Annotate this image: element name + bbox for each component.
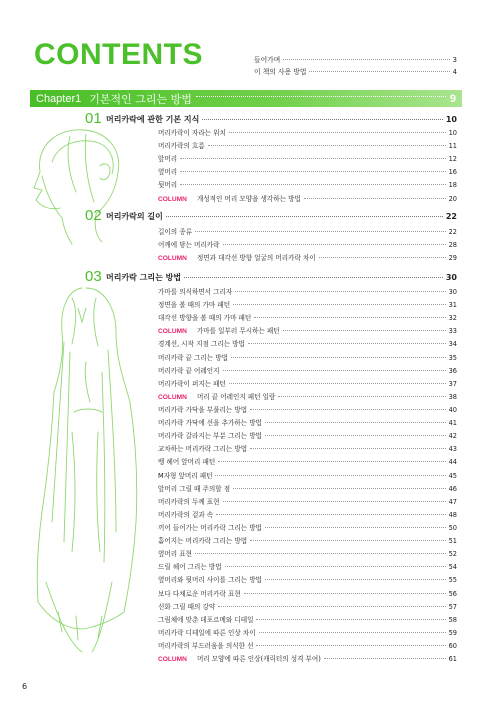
toc-entry[interactable] [158, 614, 457, 627]
toc-entry[interactable] [158, 226, 457, 239]
dot-leader [250, 409, 446, 410]
dot-leader [215, 475, 445, 476]
entry-page: 11 [448, 142, 457, 151]
toc-entry[interactable] [158, 561, 457, 574]
entry-label: 머리카락 끝 그리는 방법 [158, 353, 228, 362]
entry-label: 그림체에 맞춘 데포르메와 디테일 [158, 615, 254, 624]
section-title: 머리카락의 길이 [106, 212, 163, 221]
entry-page: 18 [448, 181, 457, 190]
section-title: 머리카락 그리는 방법 [106, 273, 182, 282]
toc-entry[interactable] [158, 640, 457, 653]
dot-leader [235, 291, 445, 292]
toc-entry[interactable] [158, 496, 457, 509]
entry-label: 앞머리 그릴 때 주의할 점 [158, 484, 231, 493]
entry-label: 머리카락의 두께 표현 [158, 497, 220, 506]
dot-leader [195, 553, 446, 554]
entry-label: 가마를 의식하면서 그리자 [158, 288, 233, 296]
entry-page: 61 [448, 655, 457, 664]
entry-page: 55 [448, 576, 457, 585]
dot-leader [283, 330, 446, 331]
entry-page: 54 [448, 563, 457, 572]
entry-label: 대각선 방향을 볼 때의 가마 패턴 [158, 314, 252, 323]
section-items [158, 286, 457, 666]
entry-page: 45 [448, 471, 457, 480]
entry-label: 이 책의 사용 방법 [254, 68, 307, 76]
toc-entry-intro[interactable] [254, 66, 457, 78]
entry-label: 머리 모양에 따른 인상(캐릭터의 성격 부여) [196, 655, 321, 664]
entry-label: 머리카락 가닥을 부풀리는 방법 [158, 405, 248, 414]
entry-page: 12 [448, 155, 457, 164]
entry-page: 33 [448, 327, 457, 336]
entry-page: 32 [448, 314, 457, 323]
toc-entry[interactable] [158, 286, 457, 299]
entry-page: 43 [448, 445, 457, 454]
dot-leader [283, 59, 449, 60]
dot-leader [223, 501, 446, 502]
dot-leader [229, 383, 446, 384]
entry-page: 42 [448, 432, 457, 441]
dot-leader [202, 119, 442, 120]
entry-page: 44 [448, 458, 457, 467]
dot-leader [218, 606, 445, 607]
toc-entry[interactable] [158, 456, 457, 469]
entry-label: 뒷머리 [158, 181, 178, 190]
dot-leader [324, 658, 446, 659]
entry-label: 끼어 들어가는 머리카락 그리는 방법 [158, 523, 262, 532]
dot-leader [265, 422, 446, 423]
entry-page: 51 [448, 537, 457, 546]
entry-label: 머리카락 갈라지는 부분 그리는 방법 [158, 432, 262, 441]
entry-label: 개성적인 머리 모양을 생각하는 방법 [196, 194, 301, 203]
entry-page: 46 [448, 484, 457, 493]
entry-page: 40 [448, 405, 457, 414]
toc-entry[interactable] [158, 299, 457, 312]
toc-entry[interactable] [158, 312, 457, 325]
entry-page: 31 [448, 301, 457, 310]
dot-leader [225, 566, 446, 567]
dot-leader [166, 216, 443, 217]
entry-label: M자형 앞머리 패턴 [158, 471, 213, 480]
entry-label: 보다 다채로운 머리카락 표현 [158, 589, 241, 598]
toc-entry-column[interactable] [158, 325, 457, 338]
entry-label: 머리카락 끝 어레인지 [158, 366, 220, 375]
dot-leader [256, 619, 445, 620]
entry-label: 옆머리 표현 [158, 550, 192, 559]
dot-leader [309, 71, 449, 72]
entry-label: 머리카락의 흐름 [158, 142, 205, 151]
entry-label: 드릴 헤어 그리는 방법 [158, 563, 222, 572]
entry-page: 59 [448, 628, 457, 637]
section-number: 02 [85, 207, 102, 224]
dot-leader [244, 593, 446, 594]
toc-entry[interactable] [158, 338, 457, 351]
column-tag: COLUMN [158, 328, 187, 336]
entry-label: 어깨에 닿는 머리카락 [158, 241, 220, 250]
page-number: 6 [22, 682, 28, 691]
section-items [158, 226, 457, 265]
entry-label: 정면과 대각선 방향 얼굴의 머리카락 차이 [196, 254, 316, 263]
dot-leader [319, 257, 446, 258]
entry-label: 옆머리와 뒷머리 사이를 그리는 방법 [158, 576, 262, 585]
column-tag: COLUMN [158, 393, 187, 401]
toc-entry[interactable] [158, 140, 457, 153]
entry-label: 앞머리 [158, 155, 178, 164]
entry-label: 정면을 볼 때의 가마 패턴 [158, 301, 231, 310]
entry-label: 가마를 일부러 무시하는 패턴 [196, 327, 280, 336]
toc-entry[interactable] [158, 153, 457, 166]
entry-page: 28 [448, 241, 457, 250]
toc-entry[interactable] [158, 588, 457, 601]
section-page: 22 [445, 212, 457, 221]
dot-leader [304, 198, 446, 199]
section-number: 03 [85, 268, 102, 285]
toc-entry[interactable] [158, 535, 457, 548]
toc-entry[interactable] [158, 522, 457, 535]
toc-entry[interactable] [158, 352, 457, 365]
entry-page: 20 [448, 194, 457, 203]
entry-label: 머리카락 가닥에 선을 추가하는 방법 [158, 419, 262, 428]
entry-page: 3 [452, 56, 457, 64]
dot-leader [233, 304, 446, 305]
dot-leader [265, 527, 446, 528]
entry-label: 뱅 헤어 앞머리 패턴 [158, 458, 216, 467]
toc-entry[interactable] [158, 601, 457, 614]
entry-label: 선화 그릴 때의 강약 [158, 602, 216, 611]
entry-page: 4 [452, 68, 457, 76]
dot-leader [216, 514, 445, 515]
entry-page: 30 [448, 288, 457, 296]
chapter-title: 기본적인 그리는 방법 [89, 92, 192, 106]
entry-label: 흩어지는 머리카락 그리는 방법 [158, 537, 248, 546]
entry-page: 10 [448, 129, 457, 137]
entry-page: 50 [448, 523, 457, 532]
toc-entry[interactable] [158, 378, 457, 391]
dot-leader [184, 277, 443, 278]
toc-entry-column[interactable] [158, 653, 457, 666]
toc-entry[interactable] [158, 574, 457, 587]
dot-leader [265, 435, 446, 436]
dot-leader [223, 370, 446, 371]
entry-label: 교차하는 머리카락 그리는 방법 [158, 445, 248, 454]
section-title: 머리카락에 관한 기본 지식 [106, 115, 200, 124]
entry-page: 57 [448, 602, 457, 611]
entry-page: 47 [448, 497, 457, 506]
column-tag: COLUMN [158, 656, 187, 664]
entry-page: 29 [448, 254, 457, 263]
toc-entry[interactable] [158, 239, 457, 252]
dot-leader [196, 96, 446, 97]
entry-page: 35 [448, 353, 457, 362]
dot-leader [208, 145, 446, 146]
entry-page: 38 [448, 392, 457, 401]
entry-page: 52 [448, 550, 457, 559]
toc-entry[interactable] [158, 548, 457, 561]
entry-page: 56 [448, 589, 457, 598]
entry-page: 60 [448, 641, 457, 650]
toc-entry[interactable] [158, 509, 457, 522]
dot-leader [248, 343, 446, 344]
dot-leader [231, 357, 446, 358]
entry-label: 머리카락 디테일에 따른 인상 차이 [158, 628, 256, 637]
dot-leader [195, 231, 446, 232]
chapter-page: 9 [449, 92, 456, 105]
entry-label: 머리카락이 퍼지는 패턴 [158, 379, 226, 388]
chapter-number: Chapter1 [36, 92, 82, 105]
dot-leader [278, 396, 445, 397]
toc-entry[interactable] [158, 430, 457, 443]
entry-page: 37 [448, 379, 457, 388]
section-items [158, 127, 457, 206]
entry-label: 머리카락이 자라는 위치 [158, 129, 226, 137]
toc-entry[interactable] [158, 166, 457, 179]
toc-entry[interactable] [158, 365, 457, 378]
entry-page: 22 [448, 228, 457, 236]
toc-entry-intro[interactable] [254, 54, 457, 66]
entry-page: 16 [448, 168, 457, 177]
toc-entry[interactable] [158, 443, 457, 456]
section-heading[interactable] [106, 211, 457, 223]
entry-label: 길이의 종류 [158, 228, 192, 236]
page-title: CONTENTS [34, 38, 203, 71]
toc-entry-column[interactable] [158, 193, 457, 206]
entry-label: 머리카락의 겉과 속 [158, 510, 214, 519]
toc-entry[interactable] [158, 627, 457, 640]
intro-list [254, 54, 457, 78]
toc-entry[interactable] [158, 417, 457, 430]
toc-entry[interactable] [158, 470, 457, 483]
entry-page: 41 [448, 419, 457, 428]
toc-entry-column[interactable] [158, 391, 457, 404]
dot-leader [265, 579, 446, 580]
dot-leader [229, 132, 446, 133]
section-heading[interactable] [106, 114, 457, 126]
entry-label: 머리 끝 어레인지 패턴 일람 [196, 392, 276, 401]
sketch-illustration [12, 112, 162, 667]
toc-entry-column[interactable] [158, 252, 457, 265]
dot-leader [218, 461, 445, 462]
section-page: 10 [445, 115, 457, 124]
entry-page: 36 [448, 366, 457, 375]
entry-label: 들어가며 [254, 56, 281, 64]
section-page: 30 [445, 273, 457, 282]
dot-leader [180, 158, 446, 159]
dot-leader [223, 244, 446, 245]
toc-entry[interactable] [158, 404, 457, 417]
entry-page: 48 [448, 510, 457, 519]
section-number: 01 [85, 110, 102, 127]
entry-label: 옆머리 [158, 168, 178, 177]
column-tag: COLUMN [158, 195, 187, 203]
section-heading[interactable] [106, 272, 457, 284]
dot-leader [256, 645, 445, 646]
chapter-heading[interactable] [30, 90, 462, 107]
column-tag: COLUMN [158, 255, 187, 263]
entry-label: 경계선, 시작 지점 그리는 방법 [158, 340, 245, 349]
entry-page: 58 [448, 615, 457, 624]
entry-label: 머리카락의 부드러움을 의식한 선 [158, 641, 254, 650]
dot-leader [250, 448, 446, 449]
dot-leader [259, 632, 446, 633]
entry-page: 34 [448, 340, 457, 349]
dot-leader [180, 184, 446, 185]
toc-entry[interactable] [158, 127, 457, 140]
toc-entry[interactable] [158, 483, 457, 496]
dot-leader [250, 540, 446, 541]
dot-leader [233, 488, 446, 489]
dot-leader [254, 317, 445, 318]
toc-entry[interactable] [158, 179, 457, 192]
dot-leader [180, 171, 446, 172]
